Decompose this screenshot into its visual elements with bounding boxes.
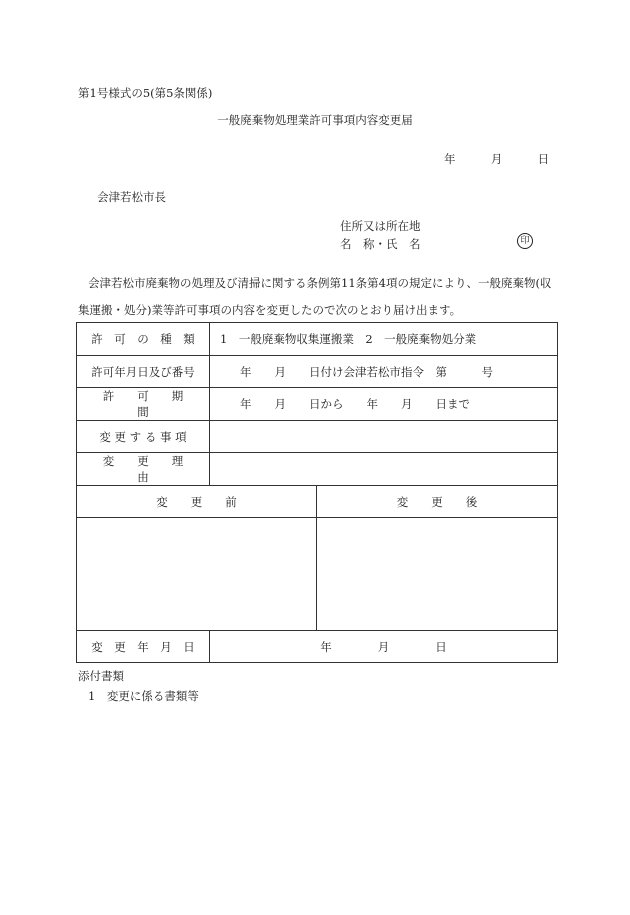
permit-date-number-value[interactable]: 年 月 日付け会津若松市指令 第 号 bbox=[210, 356, 558, 388]
change-date-value[interactable]: 年 月 日 bbox=[210, 631, 558, 663]
change-date-label: 変 更 年 月 日 bbox=[77, 631, 210, 663]
address-label: 住所又は所在地 bbox=[340, 219, 421, 233]
permit-date-number-label: 許可年月日及び番号 bbox=[77, 356, 210, 388]
change-reason-value[interactable] bbox=[210, 453, 558, 486]
seal-mark: 印 bbox=[517, 233, 533, 249]
after-change-label: 変 更 後 bbox=[317, 486, 558, 518]
submission-date bbox=[444, 151, 549, 167]
year-label: 年 bbox=[444, 152, 456, 166]
table-row bbox=[77, 518, 558, 631]
form-number: 第1号様式の5(第5条関係) bbox=[78, 86, 213, 100]
change-form-table bbox=[76, 322, 558, 663]
body-text: 会津若松市廃棄物の処理及び清掃に関する条例第11条第4項の規定により、一般廃棄物(収集運搬・処分)業等許可事項の内容を変更したので次のとおり届け出ます。 bbox=[78, 276, 552, 317]
permit-period-label: 許 可 期 間 bbox=[77, 388, 210, 421]
after-change-field[interactable] bbox=[317, 518, 558, 631]
month-label: 月 bbox=[490, 152, 503, 166]
recipient: 会津若松市長 bbox=[97, 190, 166, 204]
change-matter-value[interactable] bbox=[210, 421, 558, 453]
before-change-label: 変 更 前 bbox=[77, 486, 317, 518]
attachments-heading: 添付書類 bbox=[78, 669, 124, 683]
attachment-item: 1 変更に係る書類等 bbox=[88, 689, 199, 703]
change-matter-label: 変 更 す る 事 項 bbox=[77, 421, 210, 453]
table-row bbox=[77, 486, 558, 518]
table-row bbox=[77, 631, 558, 663]
table-row bbox=[77, 323, 558, 356]
document-title: 一般廃棄物処理業許可事項内容変更届 bbox=[217, 113, 413, 127]
permit-type-label: 許 可 の 種 類 bbox=[77, 323, 210, 356]
table-row bbox=[77, 453, 558, 486]
day-label: 日 bbox=[537, 152, 550, 166]
table-row bbox=[77, 421, 558, 453]
before-change-field[interactable] bbox=[77, 518, 317, 631]
table-row bbox=[77, 356, 558, 388]
name-label: 名 称・氏 名 bbox=[340, 237, 421, 251]
table-row bbox=[77, 388, 558, 421]
permit-type-value[interactable]: 1 一般廃棄物収集運搬業 2 一般廃棄物処分業 bbox=[210, 323, 558, 356]
change-reason-label: 変 更 理 由 bbox=[77, 453, 210, 486]
permit-period-value[interactable]: 年 月 日から 年 月 日まで bbox=[210, 388, 558, 421]
